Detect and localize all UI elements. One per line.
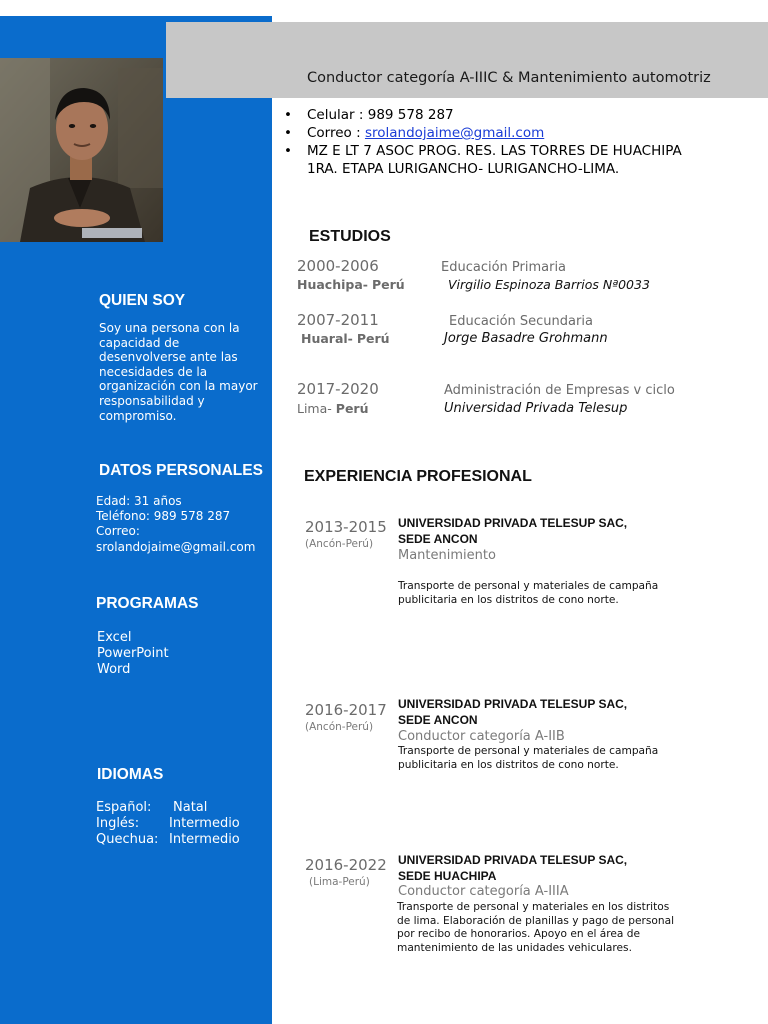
estudio-place: [297, 401, 368, 416]
programa-item: Excel: [97, 630, 132, 645]
profile-photo-illustration: [0, 58, 163, 242]
experiencia-location: (Lima-Perú): [309, 876, 370, 888]
idioma-lang: Español:: [96, 800, 152, 815]
estudio-school: Jorge Basadre Grohmann: [444, 331, 608, 346]
idioma-level: Natal: [173, 800, 208, 815]
estudio-level: Educación Primaria: [441, 260, 567, 275]
datos-age: Edad: 31 años: [96, 494, 182, 508]
experiencia-location: (Ancón-Perú): [305, 538, 374, 550]
company-line-2: SEDE ANCON: [398, 531, 478, 546]
idioma-item: [96, 832, 240, 848]
header-band: [166, 22, 768, 98]
datos-email: srolandojaime@gmail.com: [96, 539, 256, 554]
address-line-2: 1RA. ETAPA LURIGANCHO- LURIGANCHO-LIMA.: [307, 161, 620, 177]
experiencia-company: [398, 697, 627, 728]
experiencia-years: 2013-2015: [305, 518, 387, 536]
estudio-place: [301, 331, 390, 346]
estudio-level: Educación Secundaria: [449, 314, 593, 329]
experiencia-years: 2016-2017: [305, 701, 387, 719]
estudio-place: [297, 277, 405, 292]
experiencia-company: [398, 853, 627, 884]
company-line-2: SEDE HUACHIPA: [398, 868, 497, 883]
programas-heading: PROGRAMAS: [96, 595, 199, 612]
datos-email-label: Correo:: [96, 524, 140, 539]
email-link[interactable]: srolandojaime@gmail.com: [364, 125, 545, 141]
estudios-heading: ESTUDIOS: [309, 228, 391, 245]
estudio-years: 2017-2020: [297, 380, 379, 398]
experiencia-role: Mantenimiento: [398, 548, 496, 563]
contact-email: [284, 124, 754, 142]
estudio-city: Lima-: [297, 401, 332, 416]
datos-personales-heading: DATOS PERSONALES: [99, 462, 263, 479]
estudio-country: Perú: [371, 277, 405, 292]
email-label: Correo :: [307, 125, 365, 141]
bullet: •: [284, 143, 292, 159]
experiencia-company: [398, 516, 627, 547]
company-line-1: UNIVERSIDAD PRIVADA TELESUP SAC,: [398, 516, 628, 530]
company-line-1: UNIVERSIDAD PRIVADA TELESUP SAC,: [398, 697, 628, 711]
quien-soy-text: Soy una persona con la capacidad de desenvolverse ante las necesidades de la organización con la mayor responsabilidad y compromiso.: [99, 321, 258, 423]
contact-phone: [284, 106, 754, 124]
experiencia-location: (Ancón-Perú): [305, 721, 374, 733]
idiomas-heading: IDIOMAS: [97, 766, 164, 783]
idiomas-list: [96, 800, 240, 849]
idioma-level: Intermedio: [169, 832, 240, 848]
quien-soy-heading: QUIEN SOY: [99, 292, 186, 309]
estudio-school: Universidad Privada Telesup: [444, 401, 628, 416]
company-line-1: UNIVERSIDAD PRIVADA TELESUP SAC,: [398, 853, 628, 867]
estudio-country: Perú: [356, 331, 390, 346]
idioma-lang: Inglés:: [96, 816, 140, 832]
experiencia-years: 2016-2022: [305, 856, 387, 874]
estudio-city: Huaral-: [301, 331, 353, 346]
experiencia-heading: EXPERIENCIA PROFESIONAL: [304, 468, 532, 485]
address-line-1: MZ E LT 7 ASOC PROG. RES. LAS TORRES DE HUACHIPA: [307, 143, 682, 159]
estudio-country: Perú: [335, 401, 369, 416]
experiencia-role: Conductor categoría A-IIIA: [398, 884, 569, 899]
company-line-2: SEDE ANCON: [398, 712, 478, 727]
page-title: Conductor categoría A-IIIC & Mantenimiento automotriz: [307, 70, 711, 86]
datos-phone: Teléfono: 989 578 287: [96, 509, 231, 524]
experiencia-role: Conductor categoría A-IIB: [398, 729, 565, 744]
bullet: •: [284, 107, 292, 123]
programa-item: Word: [97, 662, 131, 678]
experiencia-description: Transporte de personal y materiales de campaña publicitaria en los distritos de cono norte.: [398, 745, 659, 771]
idioma-item: [96, 800, 240, 816]
programa-item: PowerPoint: [97, 646, 169, 662]
estudio-years: 2007-2011: [297, 311, 379, 329]
sidebar-top-margin: [0, 0, 272, 16]
estudio-school: Virgilio Espinoza Barrios Nª0033: [448, 277, 650, 292]
idioma-item: [96, 816, 240, 832]
datos-personales-list: [96, 494, 255, 555]
experiencia-description: Transporte de personal y materiales en los distritos de lima. Elaboración de planillas y pago de personal por recibo de honorarios. Apoyo en el área de mantenimiento de las unidades vehiculares.: [397, 901, 675, 954]
contact-list: [284, 106, 754, 178]
estudio-years: 2000-2006: [297, 257, 379, 275]
experiencia-description: Transporte de personal y materiales de campaña publicitaria en los distritos de cono norte.: [398, 580, 659, 606]
idioma-level: Intermedio: [169, 816, 240, 832]
idioma-lang: Quechua:: [96, 832, 159, 848]
bullet: •: [284, 125, 292, 141]
profile-photo: [0, 58, 163, 242]
estudio-city: Huachipa-: [297, 277, 368, 292]
phone-text: Celular : 989 578 287: [307, 107, 454, 123]
programas-list: [97, 630, 169, 679]
contact-address: [284, 142, 754, 178]
estudio-level: Administración de Empresas v ciclo: [444, 383, 675, 398]
